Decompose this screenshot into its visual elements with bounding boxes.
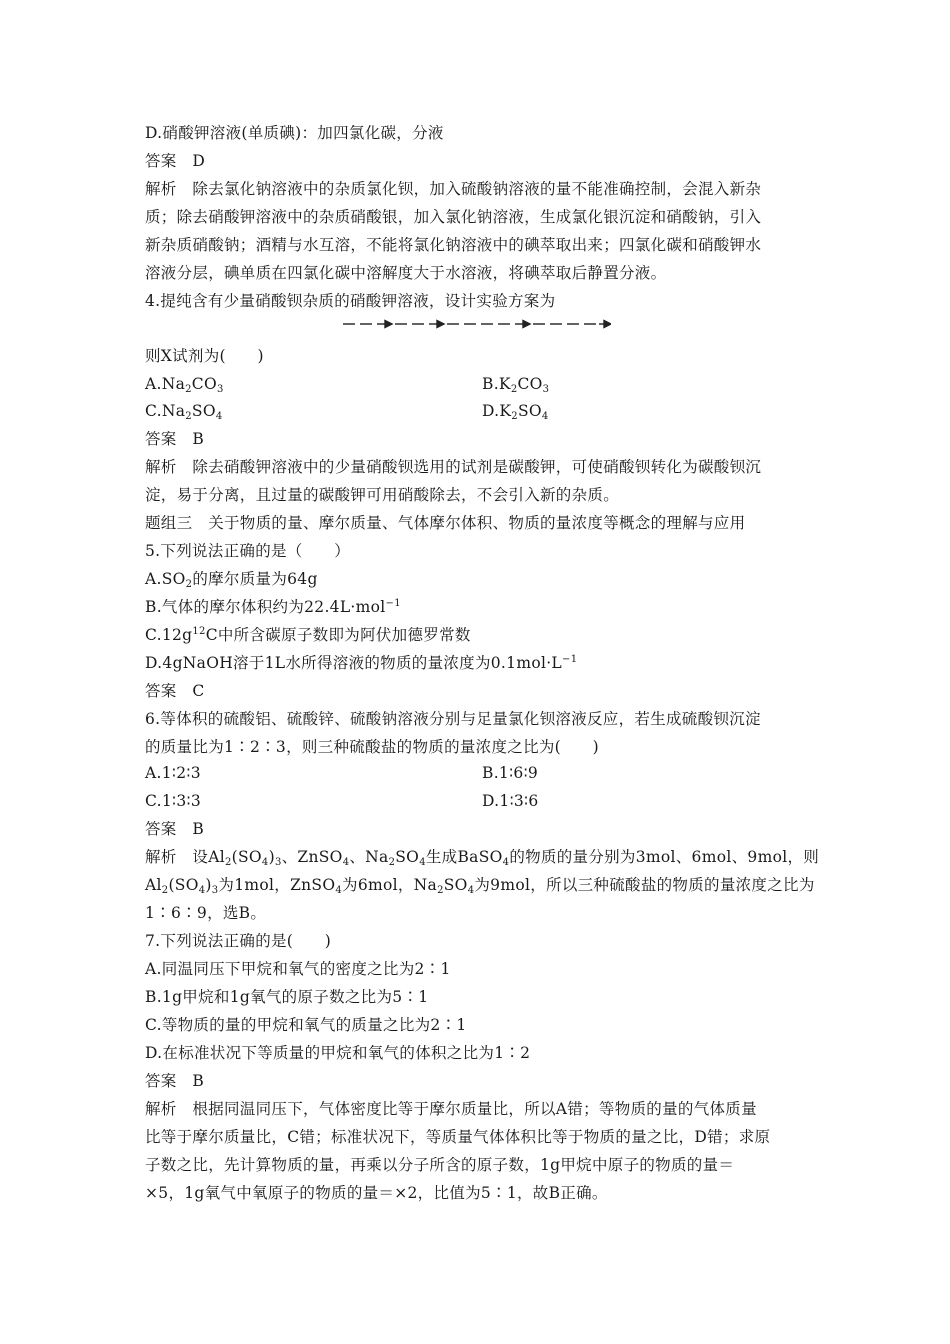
q4-reagent-question: 则X试剂为( ) (145, 347, 264, 365)
q7-answer: 答案 B (145, 1072, 205, 1090)
q4-option-c: $C.Na_2SO_4$ (145, 402, 223, 422)
q3-explanation-line-1: 解析 除去氯化钠溶液中的杂质氯化钡，加入硫酸钠溶液的量不能准确控制，会混入新杂 (145, 180, 762, 198)
q6-option-d: D.1∶3∶6 (482, 792, 539, 810)
q7-option-b: B.1g甲烷和1g氧气的原子数之比为5∶1 (145, 988, 429, 1006)
q6-explanation-line-1: 解析 设$Al_2(SO_4)_3$、ZnSO$_4$、$Na_2SO_4$生成BaSO$_4$的物质的量分别为3mol、6mol、9mol，则 (145, 848, 820, 868)
q6-answer: 答案 B (145, 820, 205, 838)
q7-option-d: D.在标准状况下等质量的甲烷和氧气的体积之比为1∶2 (145, 1044, 531, 1062)
q6-explanation-line-2: $Al_2(SO_4)_3$为1mol，ZnSO$_4$为6mol，$Na_2SO_4$为9mol，所以三种硫酸盐的物质的量浓度之比为 (145, 876, 815, 896)
q4-stem: 4.提纯含有少量硝酸钡杂质的硝酸钾溶液，设计实验方案为 (145, 292, 556, 310)
q3-option-d: D.硝酸钾溶液(单质碘)：加四氯化碳，分液 (145, 124, 444, 142)
q4-explanation-line-1: 解析 除去硝酸钾溶液中的少量硝酸钡选用的试剂是碳酸钾，可使硝酸钡转化为碳酸钡沉 (145, 458, 762, 476)
q5-stem: 5.下列说法正确的是（ ） (145, 542, 350, 560)
q4-flow-diagram (343, 317, 611, 331)
q3-answer: 答案 D (145, 152, 206, 170)
q5-option-a: $A.SO_2$的摩尔质量为64g (145, 570, 318, 590)
q3-explanation-line-3: 新杂质硝酸钠；酒精与水互溶，不能将氯化钠溶液中的碘萃取出来；四氯化碳和硝酸钾水 (145, 236, 762, 254)
q3-explanation-line-4: 溶液分层，碘单质在四氯化碳中溶解度大于水溶液，将碘萃取后静置分液。 (145, 264, 667, 282)
q4-explanation-line-2: 淀，易于分离，且过量的碳酸钾可用硝酸除去，不会引入新的杂质。 (145, 486, 620, 504)
q7-explanation-line-1: 解析 根据同温同压下，气体密度比等于摩尔质量比，所以A错；等物质的量的气体质量 (145, 1100, 757, 1118)
q6-stem-line-2: 的质量比为1∶2∶3，则三种硫酸盐的物质的量浓度之比为( ) (145, 738, 599, 756)
q6-option-c: C.1∶3∶3 (145, 792, 201, 810)
q5-answer: 答案 C (145, 682, 205, 700)
q3-explanation-line-2: 质；除去硝酸钾溶液中的杂质硝酸银，加入氯化钠溶液，生成氯化银沉淀和硝酸钠，引入 (145, 208, 762, 226)
q4-option-d: $D.K_2SO_4$ (482, 402, 549, 422)
q7-option-a: A.同温同压下甲烷和氧气的密度之比为2∶1 (145, 960, 451, 978)
q4-answer: 答案 B (145, 430, 205, 448)
q7-stem: 7.下列说法正确的是( ) (145, 932, 332, 950)
q6-option-b: B.1∶6∶9 (482, 764, 539, 782)
q6-option-a: A.1∶2∶3 (145, 764, 201, 782)
q6-explanation-line-3: 1∶6∶9，选B。 (145, 904, 267, 922)
q7-explanation-line-4: ×5，1g氧气中氧原子的物质的量＝×2，比值为5∶1，故B正确。 (145, 1184, 608, 1202)
q4-option-b: $B.K_2CO_3$ (482, 375, 550, 395)
q5-option-c: $C.12g^{12}C$中所含碳原子数即为阿伏加德罗常数 (145, 626, 471, 644)
q7-option-c: C.等物质的量的甲烷和氧气的质量之比为2∶1 (145, 1016, 467, 1034)
q4-option-a: $A.Na_2CO_3$ (145, 375, 224, 395)
section-heading-group-3: 题组三 关于物质的量、摩尔质量、气体摩尔体积、物质的量浓度等概念的理解与应用 (145, 514, 746, 532)
q5-option-b: B.气体的摩尔体积约为22.4L·mol$^{-1}$ (145, 598, 401, 616)
q7-explanation-line-2: 比等于摩尔质量比，C错；标准状况下，等质量气体体积比等于物质的量之比，D错；求原 (145, 1128, 771, 1146)
q7-explanation-line-3: 子数之比，先计算物质的量，再乘以分子所含的原子数，1g甲烷中原子的物质的量＝ (145, 1156, 735, 1174)
q6-stem-line-1: 6.等体积的硫酸铝、硫酸锌、硫酸钠溶液分别与足量氯化钡溶液反应，若生成硫酸钡沉淀 (145, 710, 761, 728)
q5-option-d: D.4gNaOH溶于1L水所得溶液的物质的量浓度为$0.1mol\cdot L^{-1}$ (145, 654, 578, 672)
